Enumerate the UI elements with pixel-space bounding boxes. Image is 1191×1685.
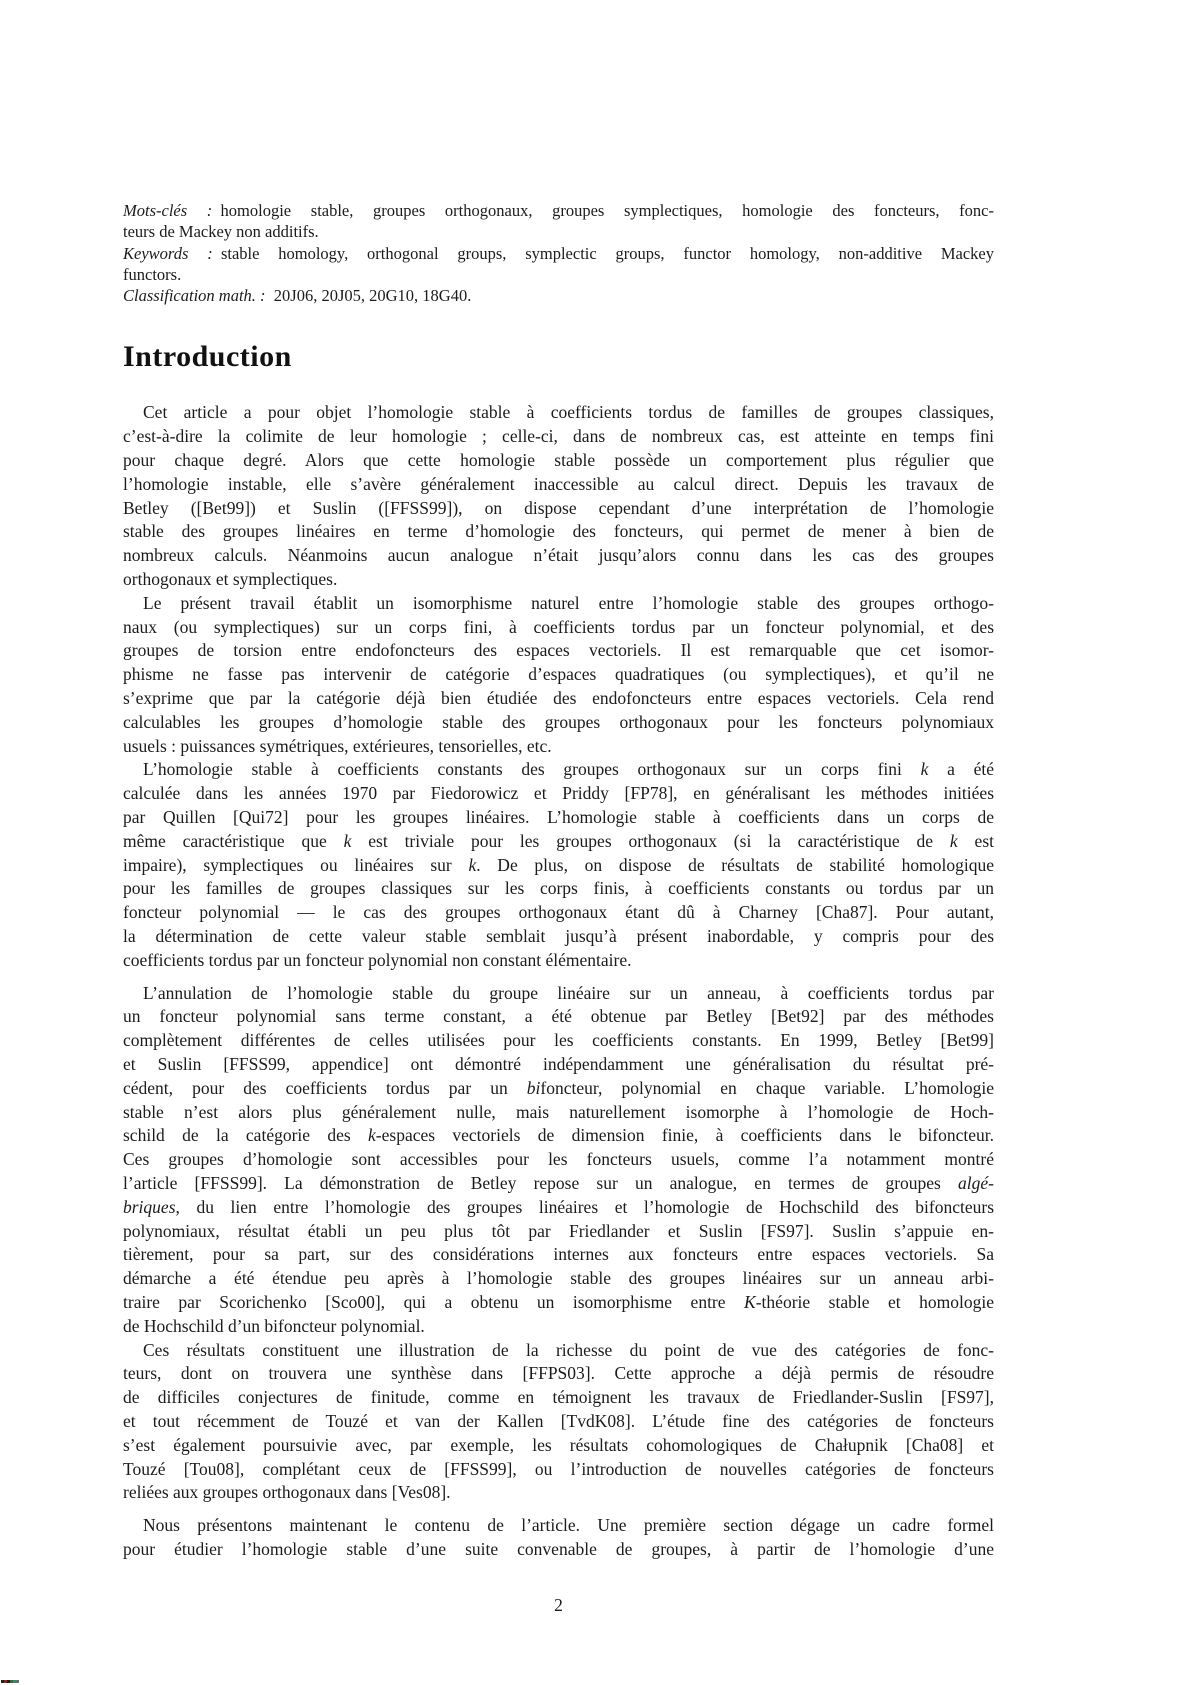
text-line: Classification math. : 20J06, 20J05, 20G10, 18G40. <box>123 286 472 306</box>
artifact-pixel <box>16 1680 19 1683</box>
text-line: calculée dans les années 1970 par Fiedorowicz et Priddy [FP78], en généralisant les méthodes initiées <box>123 783 994 804</box>
text-line: foncteur polynomial — le cas des groupes orthogonaux étant dû à Charney [Cha87]. Pour autant, <box>123 902 994 923</box>
text-line: de difficiles conjectures de finitude, comme en témoignent les travaux de Friedlander-Suslin [FS97], <box>123 1387 994 1408</box>
text-line: L’homologie stable à coefficients constants des groupes orthogonaux sur un corps fini k a été <box>143 759 994 780</box>
page-number: 2 <box>554 1595 563 1615</box>
text-line: naux (ou symplectiques) sur un corps fini, à coefficients tordus par un foncteur polynomial, et des <box>123 616 994 637</box>
text-line: démarche a été étendue peu après à l’homologie stable des groupes linéaires sur un anneau arbi- <box>123 1268 994 1289</box>
text-line: Mots-clés : homologie stable, groupes orthogonaux, groupes symplectiques, homologie des foncteurs, fonc- <box>123 201 994 220</box>
text-line: coefficients tordus par un foncteur polynomial non constant élémentaire. <box>123 949 632 970</box>
text-line: schild de la catégorie des k-espaces vectoriels de dimension finie, à coefficients dans le bifoncteur. <box>123 1125 994 1146</box>
text-line: pour chaque degré. Alors que cette homologie stable possède un comportement plus régulier que <box>123 450 994 471</box>
text-line: et Suslin [FFSS99, appendice] ont démontré indépendamment une généralisation du résultat pré- <box>123 1054 994 1074</box>
text-line: s’est également poursuivie avec, par exemple, les résultats cohomologiques de Chałupnik [Cha08] et <box>123 1434 994 1455</box>
text-line: un foncteur polynomial sans terme constant, a été obtenue par Betley [Bet92] par des méthodes <box>123 1006 994 1027</box>
text-line: teurs de Mackey non additifs. <box>123 222 319 242</box>
text-line: Touzé [Tou08], complétant ceux de [FFSS99], ou l’introduction de nouvelles catégories de foncteurs <box>123 1458 994 1479</box>
text-line: cédent, pour des coefficients tordus par un bifoncteur, polynomial en chaque variable. L’homologie <box>123 1077 994 1098</box>
text-line: tièrement, pour sa part, sur des considérations internes aux foncteurs entre espaces vectoriels. Sa <box>123 1244 994 1265</box>
text-line: Le présent travail établit un isomorphisme naturel entre l’homologie stable des groupes orthogo- <box>143 592 994 613</box>
paragraph <box>123 1514 994 1562</box>
text-line: Ces résultats constituent une illustration de la richesse du point de vue des catégories de fonc- <box>143 1339 994 1360</box>
text-line: phisme ne fasse pas intervenir de catégorie d’espaces quadratiques (ou symplectiques), et qu’il ne <box>123 664 994 685</box>
paragraph <box>123 401 994 591</box>
text-line: usuels : puissances symétriques, extérieures, tensorielles, etc. <box>123 735 552 756</box>
text-line: Ces groupes d’homologie sont accessibles pour les foncteurs usuels, comme l’a notamment montré <box>123 1149 994 1170</box>
text-line: teurs, dont on trouvera une synthèse dans [FFPS03]. Cette approche a déjà permis de résoudre <box>123 1363 994 1384</box>
text-line: l’article [FFSS99]. La démonstration de Betley repose sur un analogue, en termes de groupes algé- <box>123 1172 994 1193</box>
section-heading: Introduction <box>123 340 292 374</box>
text-line: pour étudier l’homologie stable d’une suite convenable de groupes, à partir de l’homologie d’une <box>123 1538 994 1559</box>
paragraph <box>123 1339 994 1506</box>
front-matter <box>123 200 994 306</box>
paragraph <box>123 592 994 759</box>
introduction-paragraphs <box>123 401 994 1561</box>
text-line: s’exprime que par la catégorie déjà bien étudiée des endofoncteurs entre espaces vectoriels. Cela rend <box>123 688 994 709</box>
paragraph <box>123 982 994 1339</box>
text-line: impaire), symplectiques ou linéaires sur k. De plus, on dispose de résultats de stabilité homologique <box>123 854 994 875</box>
text-line: calculables les groupes d’homologie stable des groupes orthogonaux pour les foncteurs polynomiaux <box>123 711 994 732</box>
text-line: Keywords : stable homology, orthogonal groups, symplectic groups, functor homology, non-additive Mackey <box>123 243 994 263</box>
text-line: par Quillen [Qui72] pour les groupes linéaires. L’homologie stable à coefficients dans un corps de <box>123 807 994 828</box>
paragraph <box>123 200 994 243</box>
paragraph <box>123 243 994 286</box>
text-line: traire par Scorichenko [Sco00], qui a obtenu un isomorphisme entre K-théorie stable et homologie <box>123 1291 994 1312</box>
text-line: briques, du lien entre l’homologie des groupes linéaires et l’homologie de Hochschild des bifoncteurs <box>123 1196 994 1217</box>
text-line: Betley ([Bet99]) et Suslin ([FFSS99]), on dispose cependant d’une interprétation de l’homologie <box>123 497 994 518</box>
text-line: polynomiaux, résultat établi un peu plus tôt par Friedlander et Suslin [FS97]. Suslin s’appuie en- <box>123 1220 994 1241</box>
text-line: complètement différentes de celles utilisées pour les coefficients constants. En 1999, Betley [Bet99] <box>123 1030 994 1051</box>
text-line: c’est-à-dire la colimite de leur homologie ; celle-ci, dans de nombreux cas, est atteinte en temps fini <box>123 426 994 447</box>
text-line: de Hochschild d’un bifoncteur polynomial. <box>123 1315 425 1336</box>
text-line: L’annulation de l’homologie stable du groupe linéaire sur un anneau, à coefficients tordus par <box>143 982 994 1003</box>
text-line: stable des groupes linéaires en terme d’homologie des foncteurs, qui permet de mener à bien de <box>123 521 994 542</box>
text-line: la détermination de cette valeur stable semblait jusqu’à présent inabordable, y compris pour des <box>123 926 994 947</box>
text-line: et tout récemment de Touzé et van der Kallen [TvdK08]. L’étude fine des catégories de foncteurs <box>123 1410 994 1431</box>
paragraph <box>123 758 994 972</box>
text-line: reliées aux groupes orthogonaux dans [Ves08]. <box>123 1482 451 1503</box>
scan-artifact <box>1 1680 19 1683</box>
text-line: groupes de torsion entre endofoncteurs des espaces vectoriels. Il est remarquable que cet isomor- <box>123 640 994 661</box>
text-line: orthogonaux et symplectiques. <box>123 569 338 590</box>
text-line: l’homologie instable, elle s’avère généralement inaccessible au calcul direct. Depuis les travaux de <box>123 473 994 494</box>
text-block <box>123 200 994 1562</box>
text-line: même caractéristique que k est triviale pour les groupes orthogonaux (si la caractéristique de k est <box>123 830 994 851</box>
text-line: Cet article a pour objet l’homologie stable à coefficients tordus de familles de groupes classiques, <box>143 402 994 423</box>
paragraph <box>123 285 994 306</box>
text-line: nombreux calculs. Néanmoins aucun analogue n’était jusqu’alors connu dans les cas des groupes <box>123 545 994 566</box>
text-line: functors. <box>123 264 182 284</box>
text-line: Nous présentons maintenant le contenu de l’article. Une première section dégage un cadre formel <box>143 1515 994 1536</box>
text-line: pour les familles de groupes classiques sur les corps finis, à coefficients constants ou tordus par un <box>123 878 994 899</box>
text-line: stable n’est alors plus généralement nulle, mais naturellement isomorphe à l’homologie de Hoch- <box>123 1101 994 1122</box>
